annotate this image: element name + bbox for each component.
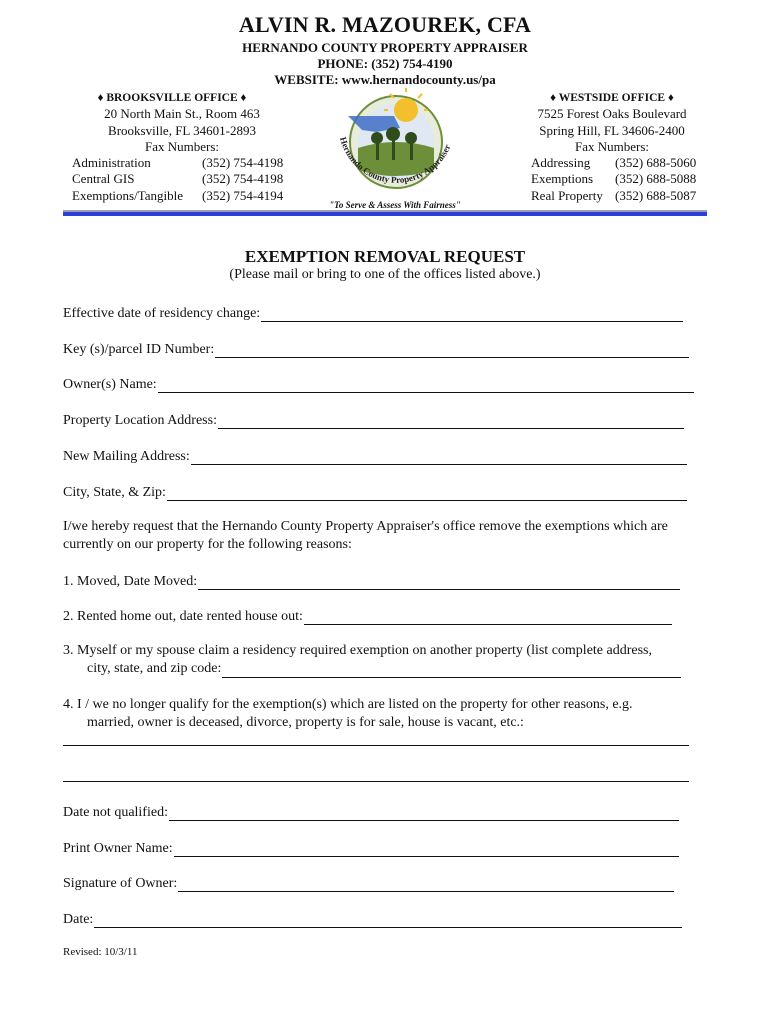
field-line[interactable] [261,307,683,322]
reason-moved-field[interactable] [63,572,680,590]
form-title: EXEMPTION REMOVAL REQUEST [244,247,526,266]
owner-signature-field[interactable] [63,874,674,892]
fax-label: Real Property [531,187,603,203]
property-location-field[interactable] [63,411,684,429]
fax-label: Administration [72,155,151,171]
city-state-zip-field[interactable] [63,483,687,501]
new-mailing-address-field[interactable] [63,447,687,465]
field-label: city, state, and zip code: [87,661,222,676]
field-label: Effective date of residency change: [63,306,261,321]
form-subtitle: (Please mail or bring to one of the offices listed above.) [229,267,541,282]
field-label: 1. Moved, Date Moved: [63,574,198,589]
field-label: Date not qualified: [63,805,168,820]
field-line[interactable] [304,610,672,625]
westside-address1: 7525 Forest Oaks Boulevard [537,106,687,122]
field-line[interactable] [169,806,679,821]
date-not-qualified-field[interactable] [63,803,679,821]
fax-row [72,188,283,204]
reason3-address-field[interactable] [63,660,723,678]
field-label: 2. Rented home out, date rented house out: [63,609,303,624]
header-office-title: HERNANDO COUNTY PROPERTY APPRAISER [242,40,528,55]
reason4-text: 4. I / we no longer qualify for the exemption(s) which are listed on the property for other reasons, e.g. [63,697,633,712]
request-statement: I/we hereby request that the Hernando County Property Appraiser's office remove the exemptions which are currently on our property for the following reasons: [63,519,668,552]
reason-explanation-line[interactable] [63,745,689,746]
field-line[interactable] [158,378,694,393]
reason-no-longer-qualify [63,696,723,732]
brooksville-fax-table [72,155,283,204]
fax-row [531,155,696,171]
field-line[interactable] [167,486,687,501]
westside-heading: ♦ WESTSIDE OFFICE ♦ [550,92,674,104]
field-line[interactable] [222,663,681,678]
field-line[interactable] [198,575,680,590]
print-owner-name-field[interactable] [63,839,679,857]
fax-label: Exemptions/Tangible [72,187,184,203]
fax-label: Central GIS [72,171,135,187]
fax-number: (352) 754-4194 [202,187,284,203]
fax-number: (352) 754-4198 [202,171,284,187]
field-line[interactable] [174,842,679,857]
parcel-id-field[interactable] [63,340,689,358]
reason3-text: 3. Myself or my spouse claim a residency required exemption on another property (list complete address, [63,643,652,658]
field-line[interactable] [191,450,687,465]
header-divider-blue [63,212,707,216]
seal-icon [318,86,473,208]
fax-number: (352) 688-5060 [615,155,697,171]
owner-name-field[interactable] [63,375,694,393]
field-label: New Mailing Address: [63,449,190,464]
field-line[interactable] [178,877,674,892]
field-label: Owner(s) Name: [63,377,157,392]
fax-row [72,155,283,171]
residency-change-date-field[interactable] [63,304,683,322]
fax-number: (352) 754-4198 [202,155,284,171]
brooksville-office [72,90,302,204]
westside-fax-label: Fax Numbers: [574,138,650,154]
field-label: Key (s)/parcel ID Number: [63,342,215,357]
field-line[interactable] [215,343,689,358]
fax-row [72,171,283,187]
westside-office [520,90,710,204]
reason-rented-field[interactable] [63,607,672,625]
county-seal-logo [318,86,473,208]
header-phone: PHONE: (352) 754-4190 [317,56,453,71]
fax-label: Addressing [531,155,591,171]
brooksville-address1: 20 North Main St., Room 463 [104,106,260,122]
fax-number: (352) 688-5088 [615,171,697,187]
westside-fax-table [531,155,696,204]
appraiser-name: ALVIN R. MAZOUREK, CFA [238,12,532,37]
brooksville-address2: Brooksville, FL 34601-2893 [108,122,256,138]
reason4-examples: married, owner is deceased, divorce, property is for sale, house is vacant, etc.: [87,715,524,730]
brooksville-fax-label: Fax Numbers: [144,138,220,154]
field-line[interactable] [218,414,684,429]
field-label: City, State, & Zip: [63,485,166,500]
fax-label: Exemptions [531,171,594,187]
field-label: Signature of Owner: [63,876,178,891]
reason-other-exemption [63,642,723,678]
field-label: Property Location Address: [63,413,217,428]
fax-row [531,171,696,187]
seal-arc-text: Hernando County Property Appraiser [337,135,453,185]
fax-number: (352) 688-5087 [615,187,697,203]
brooksville-heading: ♦ BROOKSVILLE OFFICE ♦ [97,92,247,104]
revision-date: Revised: 10/3/11 [63,946,138,958]
field-line[interactable] [94,913,682,928]
fax-row [531,188,696,204]
seal-tagline: "To Serve & Assess With Fairness" [329,200,461,210]
field-label: Print Owner Name: [63,841,173,856]
reason-explanation-line[interactable] [63,781,689,782]
westside-address2: Spring Hill, FL 34606-2400 [539,122,685,138]
header-website: WEBSITE: www.hernandocounty.us/pa [274,72,496,87]
signature-date-field[interactable] [63,910,682,928]
field-label: Date: [63,912,94,927]
